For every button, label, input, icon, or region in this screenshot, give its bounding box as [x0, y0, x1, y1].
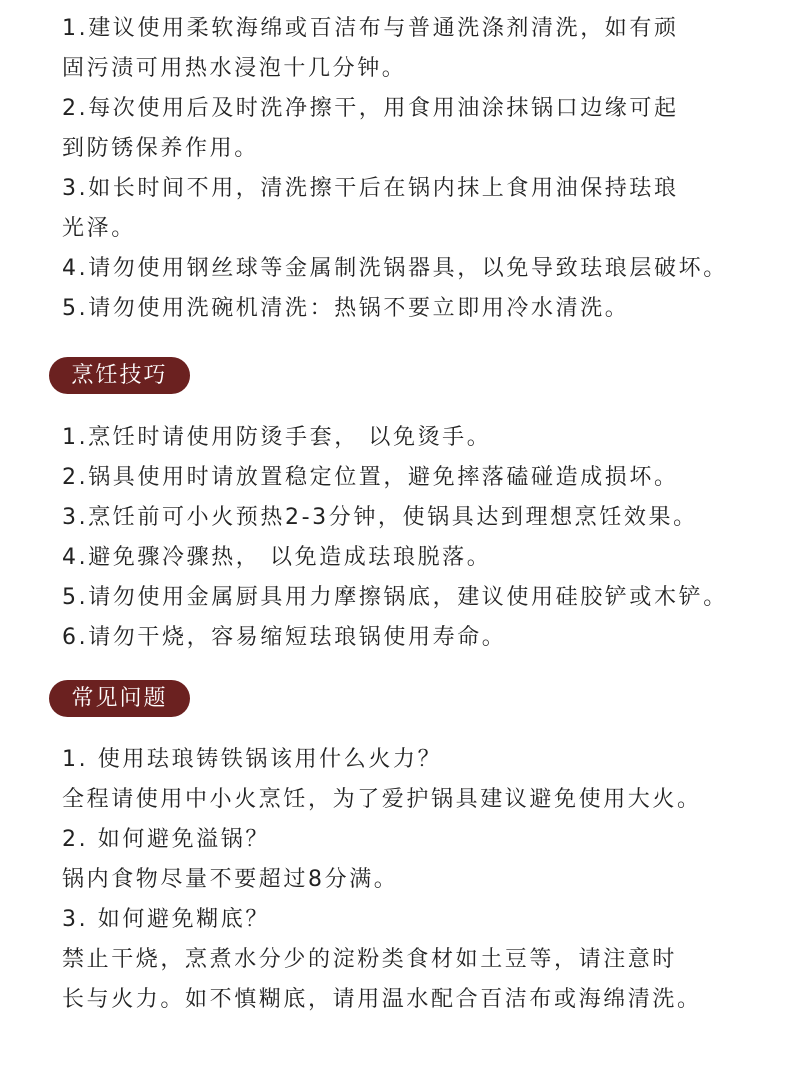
faq-line: 2. 如何避免溢锅？: [62, 827, 270, 852]
care-line: 4.请勿使用钢丝球等金属制洗锅器具，以免导致珐琅层破坏。: [62, 256, 728, 281]
cooking-tip-line: 2.锅具使用时请放置稳定位置，避免摔落磕碰造成损坏。: [62, 465, 679, 490]
cooking-tip-line: 4.避免骤冷骤热， 以免造成珐琅脱落。: [62, 545, 492, 570]
faq-line: 1. 使用珐琅铸铁锅该用什么火力？: [62, 747, 443, 772]
care-line: 5.请勿使用洗碗机清洗：热锅不要立即用冷水清洗。: [62, 296, 630, 321]
faq-heading: 常见问题: [49, 680, 190, 717]
faq-list: [62, 740, 762, 1020]
cooking-tip-line: 1.烹饪时请使用防烫手套， 以免烫手。: [62, 425, 492, 450]
care-line: 2.每次使用后及时洗净擦干，用食用油涂抹锅口边缘可起: [62, 96, 679, 121]
care-line: 光泽。: [62, 216, 136, 241]
faq-line: 长与火力。如不慎糊底，请用温水配合百洁布或海绵清洗。: [62, 987, 702, 1012]
care-line: 3.如长时间不用，清洗擦干后在锅内抹上食用油保持珐琅: [62, 176, 679, 201]
faq-line: 全程请使用中小火烹饪，为了爱护锅具建议避免使用大火。: [62, 787, 702, 812]
faq-line: 3. 如何避免糊底？: [62, 907, 270, 932]
cooking-tips-heading: 烹饪技巧: [49, 357, 190, 394]
care-line: 到防锈保养作用。: [62, 136, 259, 161]
cooking-tip-line: 3.烹饪前可小火预热2-3分钟，使锅具达到理想烹饪效果。: [62, 505, 698, 530]
cooking-tip-line: 6.请勿干烧，容易缩短珐琅锅使用寿命。: [62, 625, 507, 650]
care-instructions: [62, 9, 762, 329]
care-line: 1.建议使用柔软海绵或百洁布与普通洗涤剂清洗，如有顽: [62, 16, 679, 41]
cooking-tip-line: 5.请勿使用金属厨具用力摩擦锅底，建议使用硅胶铲或木铲。: [62, 585, 728, 610]
cooking-tips-list: [62, 418, 762, 658]
faq-line: 锅内食物尽量不要超过8分满。: [62, 867, 399, 892]
faq-line: 禁止干烧，烹煮水分少的淀粉类食材如土豆等，请注意时: [62, 947, 678, 972]
care-line: 固污渍可用热水浸泡十几分钟。: [62, 56, 407, 81]
